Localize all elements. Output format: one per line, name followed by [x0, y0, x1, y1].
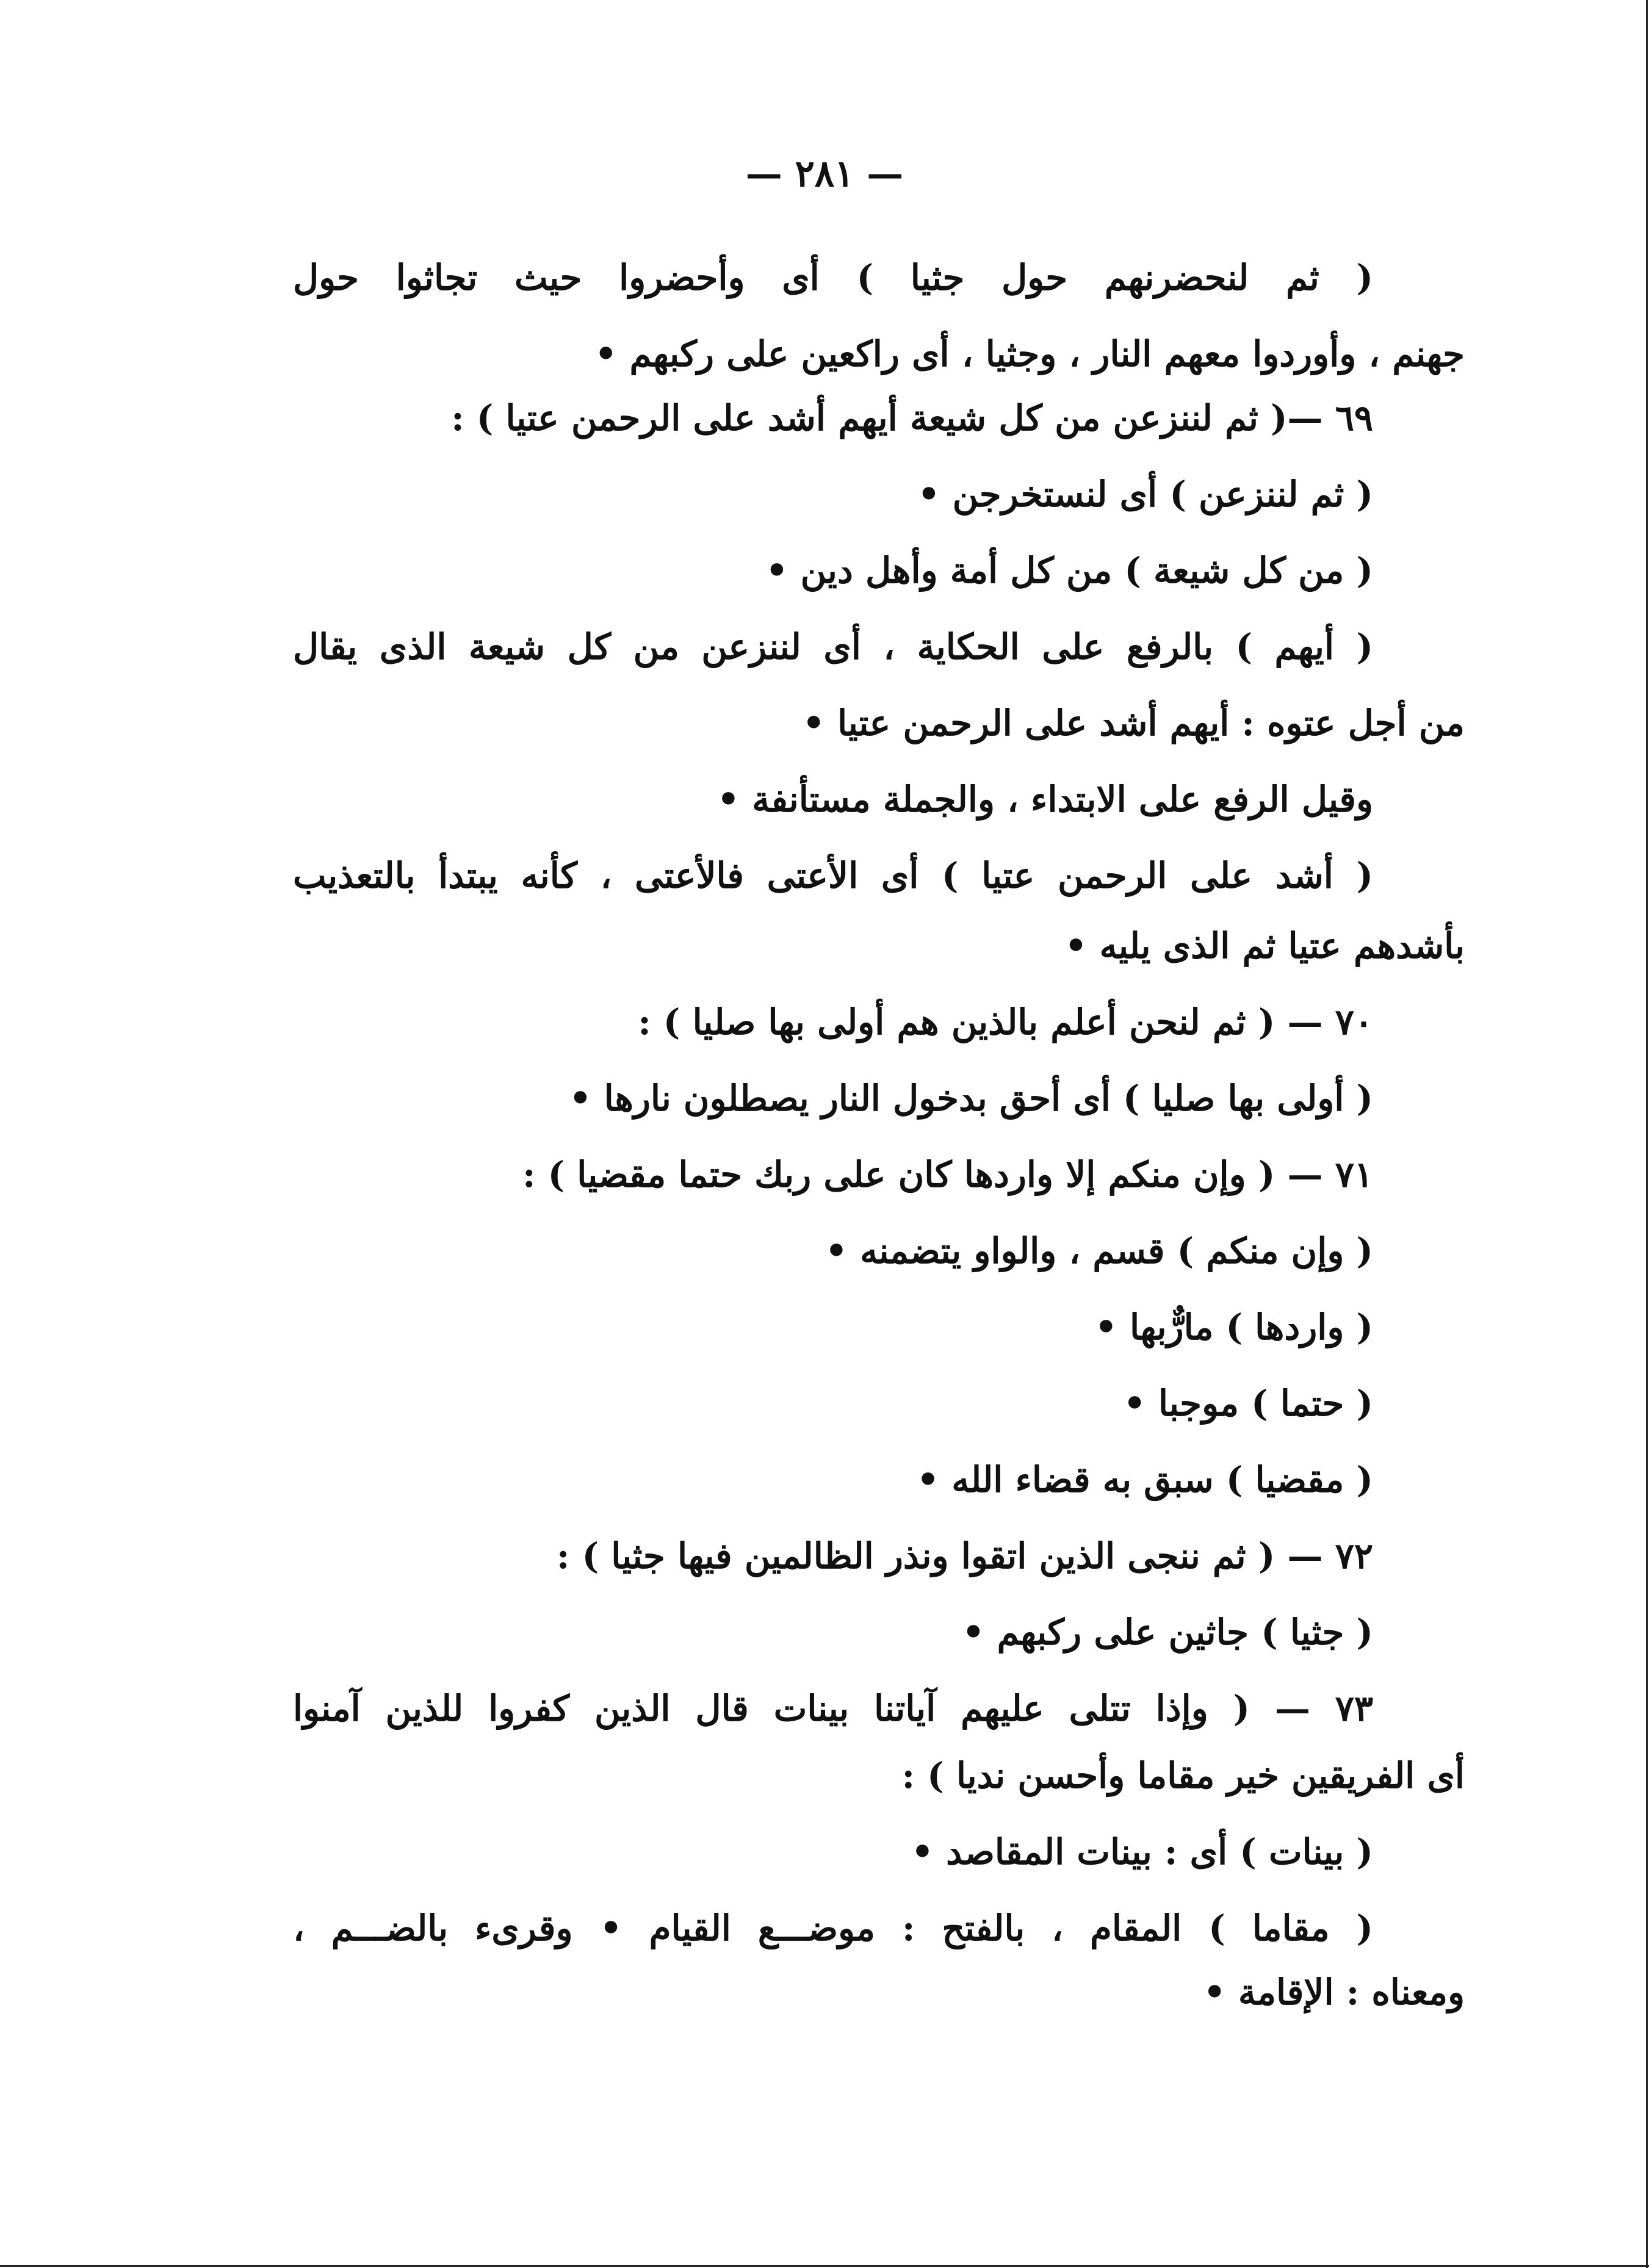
text-line: من أجل عتوه : أيهم أشد على الرحمن عتيا •: [802, 702, 1465, 744]
text-line: ( وإن منكم ) قسم ، والواو يتضمنه •: [824, 1230, 1373, 1272]
text-line: ٧١ — ( وإن منكم إلا واردها كان على ربك حتما مقضيا ) :: [522, 1154, 1373, 1195]
text-line: ( ثم لننزعن ) أى لنستخرجن •: [917, 473, 1373, 515]
text-line: ( بينات ) أى : بينات المقاصد •: [911, 1831, 1373, 1873]
text-line: ٧٠ — ( ثم لنحن أعلم بالذين هم أولى بها صليا ) :: [638, 1001, 1373, 1043]
text-line: ( واردها ) مارٌّبها •: [1094, 1306, 1373, 1348]
text-line: ٦٩ —( ثم لننزعن من كل شيعة أيهم أشد على الرحمن عتيا ) :: [451, 397, 1373, 439]
page-number: — ٢٨١ —: [745, 153, 904, 195]
text-line: ومعناه : الإقامة •: [1203, 1971, 1465, 2013]
page-edge-right: [1646, 0, 1648, 2268]
text-line: ٧٢ — ( ثم ننجى الذين اتقوا ونذر الظالمين فيها جثيا ) :: [557, 1535, 1373, 1577]
body-text: [293, 241, 1465, 2032]
page-edge-bottom: [0, 2265, 1649, 2267]
text-line: ٧٣ — ( وإذا تتلى عليهم آياتنا بينات قال الذين كفروا للذين آمنوا: [293, 1688, 1373, 1729]
text-line: أى الفريقين خير مقاما وأحسن نديا ) :: [901, 1755, 1465, 1796]
text-line: ( ثم لنحضرنهم حول جثيا ) أى وأحضروا حيث تجاثوا حول: [293, 257, 1373, 298]
text-line: جهنم ، وأوردوا معهم النار ، وجثيا ، أى راكعين على ركبهم •: [594, 333, 1465, 375]
text-line: ( من كل شيعة ) من كل أمة وأهل دين •: [765, 550, 1373, 591]
text-line: ( جثيا ) جاثين على ركبهم •: [962, 1611, 1373, 1653]
text-line: ( أيهم ) بالرفع على الحكاية ، أى لننزعن من كل شيعة الذى يقال: [293, 626, 1373, 668]
text-line: ( أشد على الرحمن عتيا ) أى الأعتى فالأعتى ، كأنه يبتدأ بالتعذيب: [293, 855, 1373, 896]
text-line: ( أولى بها صليا ) أى أحق بدخول النار يصطلون نارها •: [569, 1078, 1373, 1119]
text-line: ( مقاما ) المقام ، بالفتح : موضـــع القيام • وقرىء بالضـــم ،: [293, 1907, 1373, 1949]
text-line: بأشدهم عتيا ثم الذى يليه •: [1064, 925, 1465, 967]
text-line: ( مقضيا ) سبق به قضاء الله •: [917, 1459, 1373, 1500]
text-line: ( حتما ) موجبا •: [1123, 1383, 1373, 1424]
text-line: وقيل الرفع على الابتداء ، والجملة مستأنفة •: [716, 779, 1373, 820]
